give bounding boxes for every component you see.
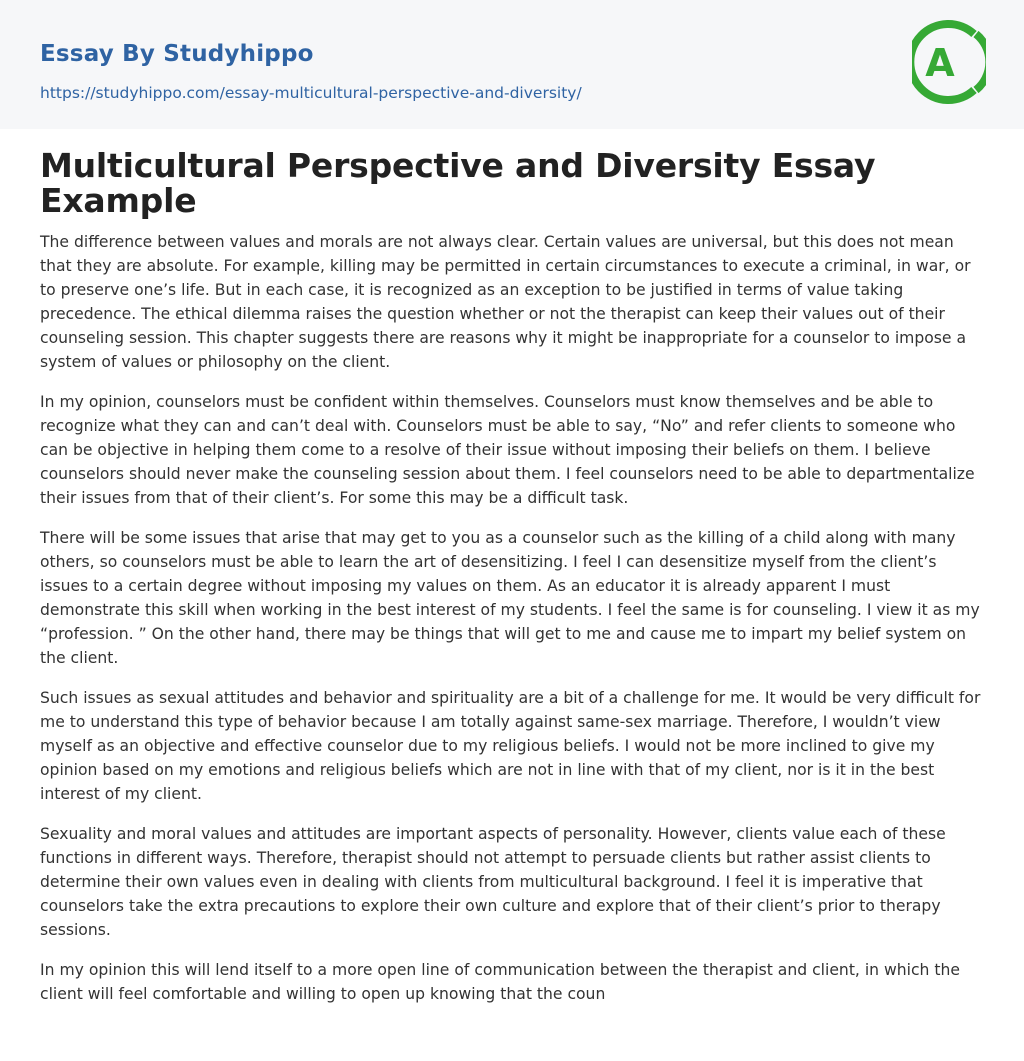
page-url-link[interactable]: https://studyhippo.com/essay-multicultural-perspective-and-diversity/ xyxy=(40,84,582,102)
brand-title[interactable]: Essay By Studyhippo xyxy=(40,41,314,67)
studyhippo-logo-icon[interactable] xyxy=(912,18,986,106)
paragraph-6: In my opinion this will lend itself to a more open line of communication between the therapist and client, in which the client will feel comfortable and willing to open up knowing that the coun xyxy=(40,961,960,1003)
page-title: Multicultural Perspective and Diversity Essay Example xyxy=(40,146,876,220)
paragraph-2: In my opinion, counselors must be confident within themselves. Counselors must know themselves and be able to recognize what they can and can’t deal with. Counselors must be able to say, “No” and refer clients to someone who can be objective in helping them come to a resolve of their issue without imposing their beliefs on them. I believe counselors should never make the counseling session about them. I feel counselors need to be able to departmentalize their issues from that of their client’s. For some this may be a difficult task. xyxy=(40,393,975,507)
logo-letter: A xyxy=(925,41,955,85)
site-header xyxy=(0,0,1024,129)
article xyxy=(40,148,984,1022)
paragraph-4: Such issues as sexual attitudes and behavior and spirituality are a bit of a challenge for me. It would be very difficult for me to understand this type of behavior because I am totally against same-sex marriage. Therefore, I wouldn’t view myself as an objective and effective counselor due to my religious beliefs. I would not be more inclined to give my opinion based on my emotions and religious beliefs which are not in line with that of my client, nor is it in the best interest of my client. xyxy=(40,689,981,803)
paragraph-1: The difference between values and morals are not always clear. Certain values are universal, but this does not mean that they are absolute. For example, killing may be permitted in certain circumstances to execute a criminal, in war, or to preserve one’s life. But in each case, it is recognized as an exception to be justified in terms of value taking precedence. The ethical dilemma raises the question whether or not the therapist can keep their values out of their counseling session. This chapter suggests there are reasons why it might be inappropriate for a counselor to impose a system of values or philosophy on the client. xyxy=(40,233,971,371)
paragraph-5: Sexuality and moral values and attitudes are important aspects of personality. However, clients value each of these functions in different ways. Therefore, therapist should not attempt to persuade clients but rather assist clients to determine their own values even in dealing with clients from multicultural background. I feel it is imperative that counselors take the extra precautions to explore their own culture and explore that of their client’s prior to therapy sessions. xyxy=(40,825,946,939)
paragraph-3: There will be some issues that arise that may get to you as a counselor such as the killing of a child along with many others, so counselors must be able to learn the art of desensitizing. I feel I can desensitize myself from the client’s issues to a certain degree without imposing my values on them. As an educator it is already apparent I must demonstrate this skill when working in the best interest of my students. I feel the same is for counseling. I view it as my “profession. ” On the other hand, there may be things that will get to me and cause me to impart my belief system on the client. xyxy=(40,529,980,667)
